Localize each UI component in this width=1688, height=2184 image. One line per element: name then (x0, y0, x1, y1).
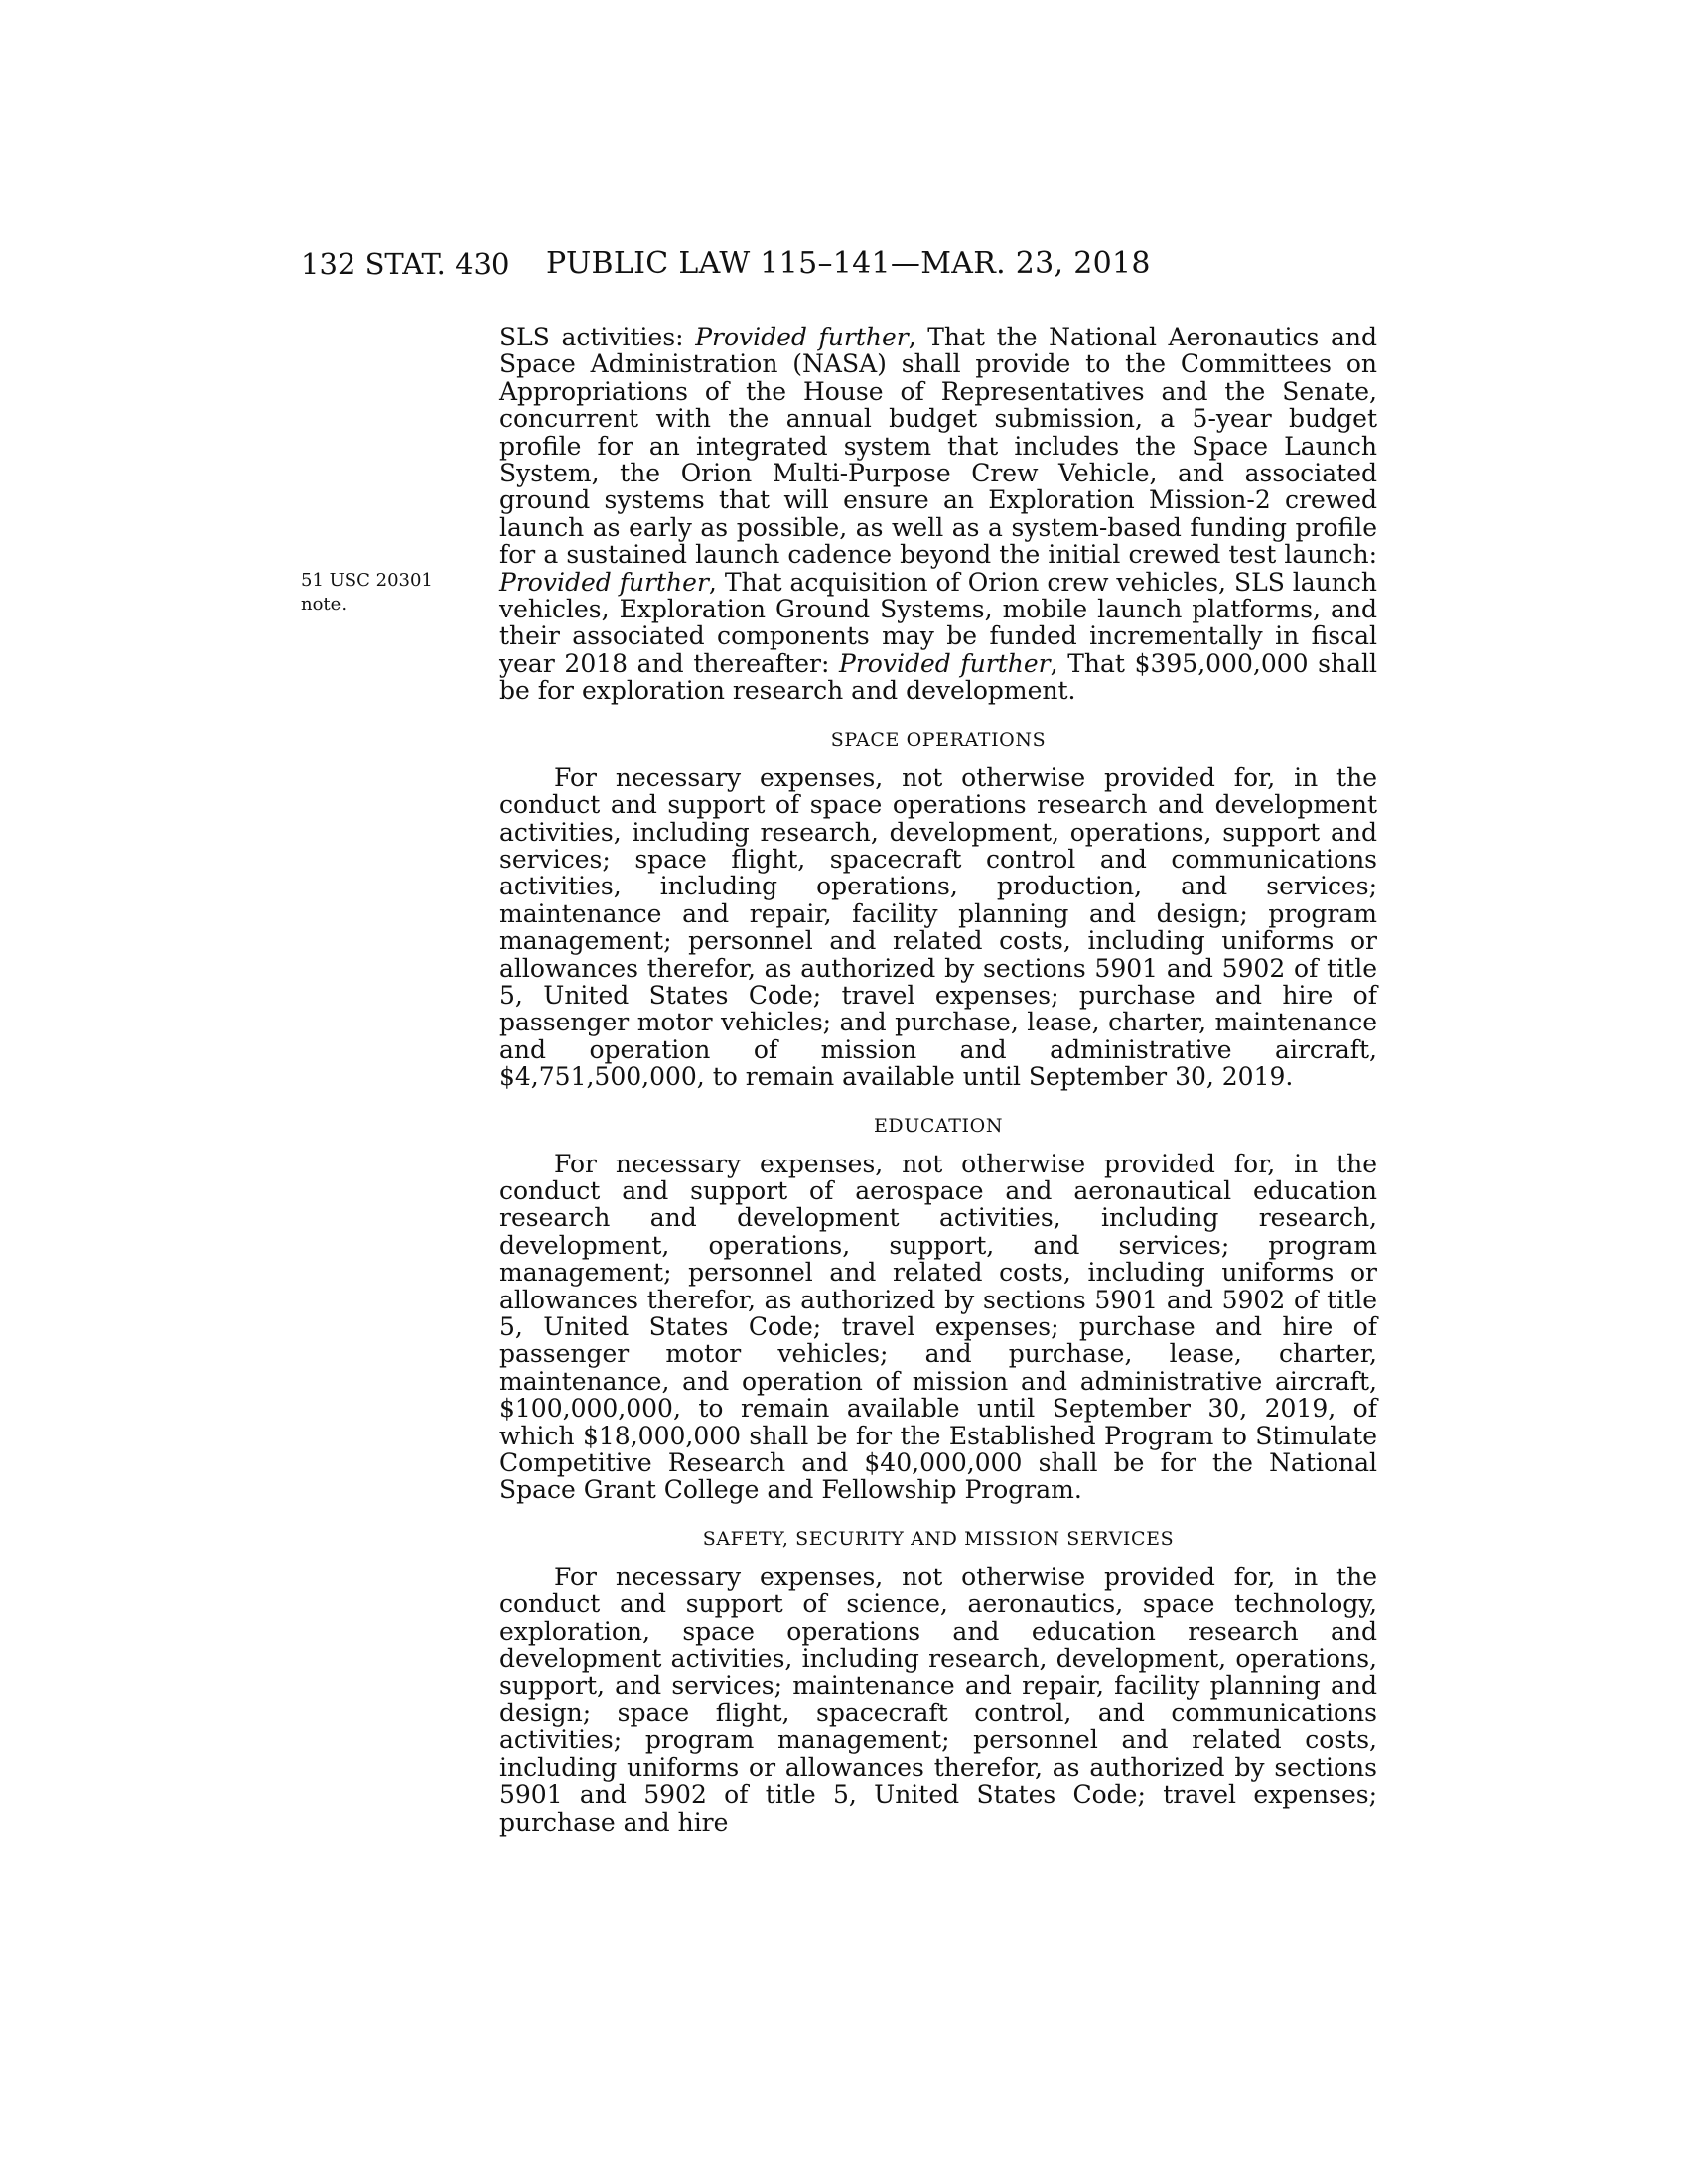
section-paragraph-safety-security: For necessary expenses, not otherwise provided for, in the conduct and support of science, aeronautics, space technology, exploration, space operations and education research and development activities, including research, development, operations, support, and services; maintenance and repair, facility planning and design; space flight, spacecraft control, and communications activities; program management; personnel and related costs, including uniforms or allowances therefor, as authorized by sections 5901 and 5902 of title 5, United States Code; travel expenses; purchase and hire (499, 1562, 1377, 1837)
main-text (499, 324, 1377, 1836)
text-run: SLS activities: (499, 323, 696, 351)
law-title: PUBLIC LAW 115–141—MAR. 23, 2018 (546, 246, 1151, 281)
section-heading-education: EDUCATION (873, 1114, 1004, 1137)
section-heading-safety-security: SAFETY, SECURITY AND MISSION SERVICES (702, 1527, 1175, 1550)
text-run: , That the National Aeronautics and Space Administration (NASA) shall provide to the Committees on Appropriations of the House of Representatives and the Senate, concurrent with the annual budget submission, a 5-year budget profile for an integrated system that includes the Space Launch System, the Orion Multi-Purpose Crew Vehicle, and associated ground systems that will ensure an Exploration Mission-2 crewed launch as early as possible, as well as a system-based funding profile for a sustained launch cadence beyond the initial crewed test launch: (499, 323, 1377, 570)
section-paragraph-education: For necessary expenses, not otherwise provided for, in the conduct and support of aerospace and aeronautical education research and development activities, including research, development, operations, support, and services; program management; personnel and related costs, including uniforms or allowances therefor, as authorized by sections 5901 and 5902 of title 5, United States Code; travel expenses; purchase and hire of passenger motor vehicles; and purchase, lease, charter, maintenance, and operation of mission and administrative aircraft, $100,000,000, to remain available until September 30, 2019, of which $18,000,000 shall be for the Established Program to Stimulate Competitive Research and $40,000,000 shall be for the National Space Grant College and Fellowship Program. (499, 1149, 1377, 1505)
page-header (0, 246, 1688, 286)
italic-proviso: Provided further (499, 567, 709, 597)
text-run: , That acquisition of Orion crew vehicles, SLS launch vehicles, Exploration Ground Systems, mobile launch platforms, and their associated components may be funded incrementally in fiscal year 2018 and thereafter: (499, 567, 1377, 678)
margin-note-suffix: note. (301, 594, 348, 614)
statute-page-reference: 132 STAT. 430 (301, 247, 510, 281)
section-heading-space-operations: SPACE OPERATIONS (830, 728, 1047, 751)
italic-proviso: Provided further (839, 648, 1051, 678)
margin-note (301, 569, 480, 616)
section-paragraph-space-operations: For necessary expenses, not otherwise provided for, in the conduct and support of space operations research and development activities, including research, development, operations, support and services; space flight, spacecraft control and communications activities, including operations, production, and services; maintenance and repair, facility planning and design; program management; personnel and related costs, including uniforms or allowances therefor, as authorized by sections 5901 and 5902 of title 5, United States Code; travel expenses; purchase and hire of passenger motor vehicles; and purchase, lease, charter, maintenance and operation of mission and administrative aircraft, $4,751,500,000, to remain available until September 30, 2019. (499, 762, 1377, 1092)
text-run: , That $395,000,000 shall be for exploration research and development. (499, 648, 1377, 706)
margin-note-citation: 51 USC 20301 (301, 570, 433, 591)
continuation-paragraph (499, 324, 1377, 705)
italic-proviso: Provided further (695, 323, 909, 351)
